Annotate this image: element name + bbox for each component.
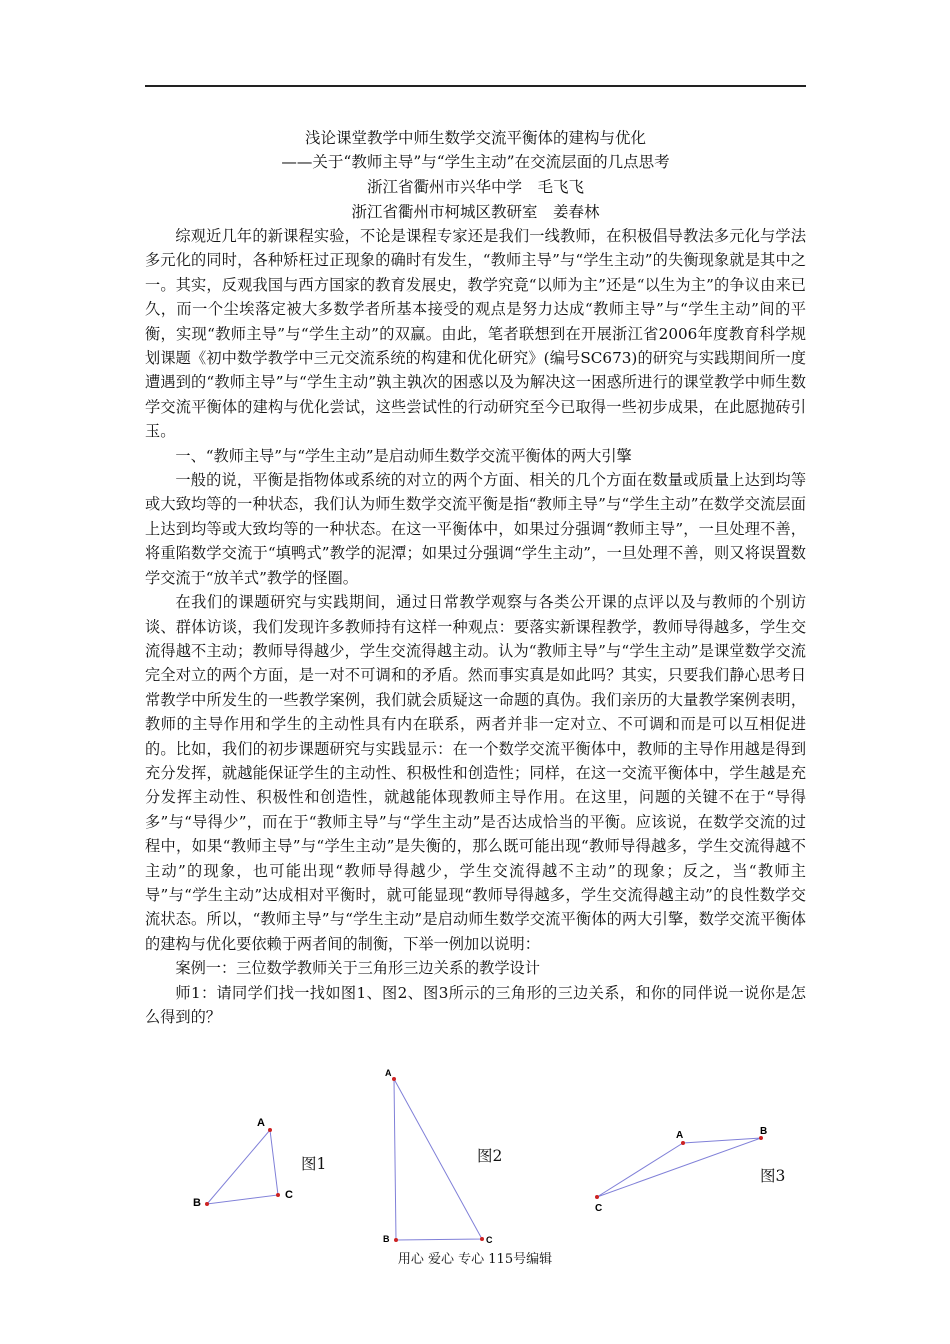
case-heading: 案例一：三位数学教师关于三角形三边关系的教学设计: [175, 959, 540, 978]
figure-3-triangle: [595, 1126, 767, 1214]
vertex-label: C: [486, 1235, 493, 1245]
vertex-label: C: [285, 1189, 293, 1201]
page-footer: 用心 爱心 专心 115号编辑: [397, 1252, 553, 1267]
figure-3-caption: 图3: [760, 1167, 786, 1185]
vertex-label: A: [385, 1068, 392, 1078]
top-rule: [145, 85, 806, 87]
vertex-label: C: [595, 1203, 603, 1214]
vertex-label: B: [760, 1126, 768, 1137]
figure-1-triangle: [193, 1117, 293, 1209]
paragraph: 在我们的课题研究与实践期间，通过日常教学观察与各类公开课的点评以及与教师的个别访谈、群体访谈，我们发现许多教师持有这样一种观点：要落实新课程教学，教师导得越多，学生交流得越不主动；教师导得越少，学生交流得越主动。认为“教师主导”与“学生主动”是课堂数学交流完全对立的两个方面，是一对不可调和的矛盾。然而事实真是如此吗？其实，只要我们静心思考日常教学中所发生的一些教学案例，我们就会质疑这一命题的真伪。我们亲历的大量教学案例表明，教师的主导作用和学生的主动性具有内在联系，两者并非一定对立、不可调和而是可以互相促进的。比如，我们的初步课题研究与实践显示：在一个数学交流平衡体中，教师的主导作用越是得到充分发挥，就越能保证学生的主动性、积极性和创造性；同样，在这一交流平衡体中，学生越是充分发挥主动性、积极性和创造性，就越能体现教师主导作用。在这里，问题的关键不在于“导得多”与“导得少”，而在于“教师主导”与“学生主动”是否达成恰当的平衡。应该说，在数学交流的过程中，如果“教师主导”与“学生主动”是失衡的，那么既可能出现“教师导得越多，学生交流得越不主动”的现象，也可能出现“教师导得越少，学生交流得越不主动”的现象；反之，当“教师主导”与“学生主动”达成相对平衡时，就可能显现“教师导得越多，学生交流得越主动”的良性数学交流状态。所以，“教师主导”与“学生主动”是启动师生数学交流平衡体的两大引擎，数学交流平衡体的建构与优化要依赖于两者间的制衡，下举一例加以说明：: [145, 593, 806, 953]
subtitle: ——关于“教师主导”与“学生主动”在交流层面的几点思考: [281, 153, 670, 171]
paragraph: 一般的说，平衡是指物体或系统的对立的两个方面、相关的几个方面在数量或质量上达到均等或大致均等的一种状态，我们认为师生数学交流平衡是指“教师主导”与“学生主动”在数学交流层面上达到均等或大致均等的一种状态。在这一平衡体中，如果过分强调“教师主导”，一旦处理不善，将重陷数学交流于“填鸭式”教学的泥潭；如果过分强调“学生主动”，一旦处理不善，则又将误置数学交流于“放羊式”教学的怪圈。: [145, 471, 806, 587]
article-body: [145, 224, 806, 1029]
author-line-2: 浙江省衢州市柯城区教研室 姜春林: [351, 203, 600, 221]
vertex-label: B: [193, 1197, 201, 1209]
vertex-label: A: [257, 1117, 265, 1129]
triangle-figures: [145, 1060, 845, 1320]
figure-2-caption: 图2: [477, 1147, 503, 1165]
section-heading: 一、“教师主导”与“学生主动”是启动师生数学交流平衡体的两大引擎: [175, 446, 632, 465]
paragraph: 师1：请同学们找一找如图1、图2、图3所示的三角形的三边关系，和你的同伴说一说你是怎么得到的？: [145, 983, 806, 1026]
figure-1-caption: 图1: [301, 1155, 327, 1173]
page-title: 浅论课堂教学中师生数学交流平衡体的建构与优化: [304, 129, 646, 147]
triangle-figures-svg: [145, 1060, 845, 1320]
vertex-label: B: [383, 1234, 390, 1244]
author-line-1: 浙江省衢州市兴华中学 毛飞飞: [366, 178, 584, 196]
vertex-label: A: [676, 1130, 684, 1141]
paragraph: 综观近几年的新课程实验，不论是课程专家还是我们一线教师，在积极倡导教法多元化与学法多元化的同时，各种矫枉过正现象的确时有发生，“教师主导”与“学生主动”的失衡现象就是其中之一。其实，反观我国与西方国家的教育发展史，教学究竟“以师为主”还是“以生为主”的争议由来已久，而一个尘埃落定被大多数学者所基本接受的观点是努力达成“教师主导”与“学生主动”间的平衡，实现“教师主导”与“学生主动”的双赢。由此，笔者联想到在开展浙江省2006年度教育科学规划课题《初中数学教学中三元交流系统的构建和优化研究》(编号SC673)的研究与实践期间所一度遭遇到的“教师主导”与“学生主动”孰主孰次的困惑以及为解决这一困惑所进行的课堂教学中师生数学交流平衡体的建构与优化尝试，这些尝试性的行动研究至今已取得一些初步成果，在此愿抛砖引玉。: [145, 227, 806, 441]
